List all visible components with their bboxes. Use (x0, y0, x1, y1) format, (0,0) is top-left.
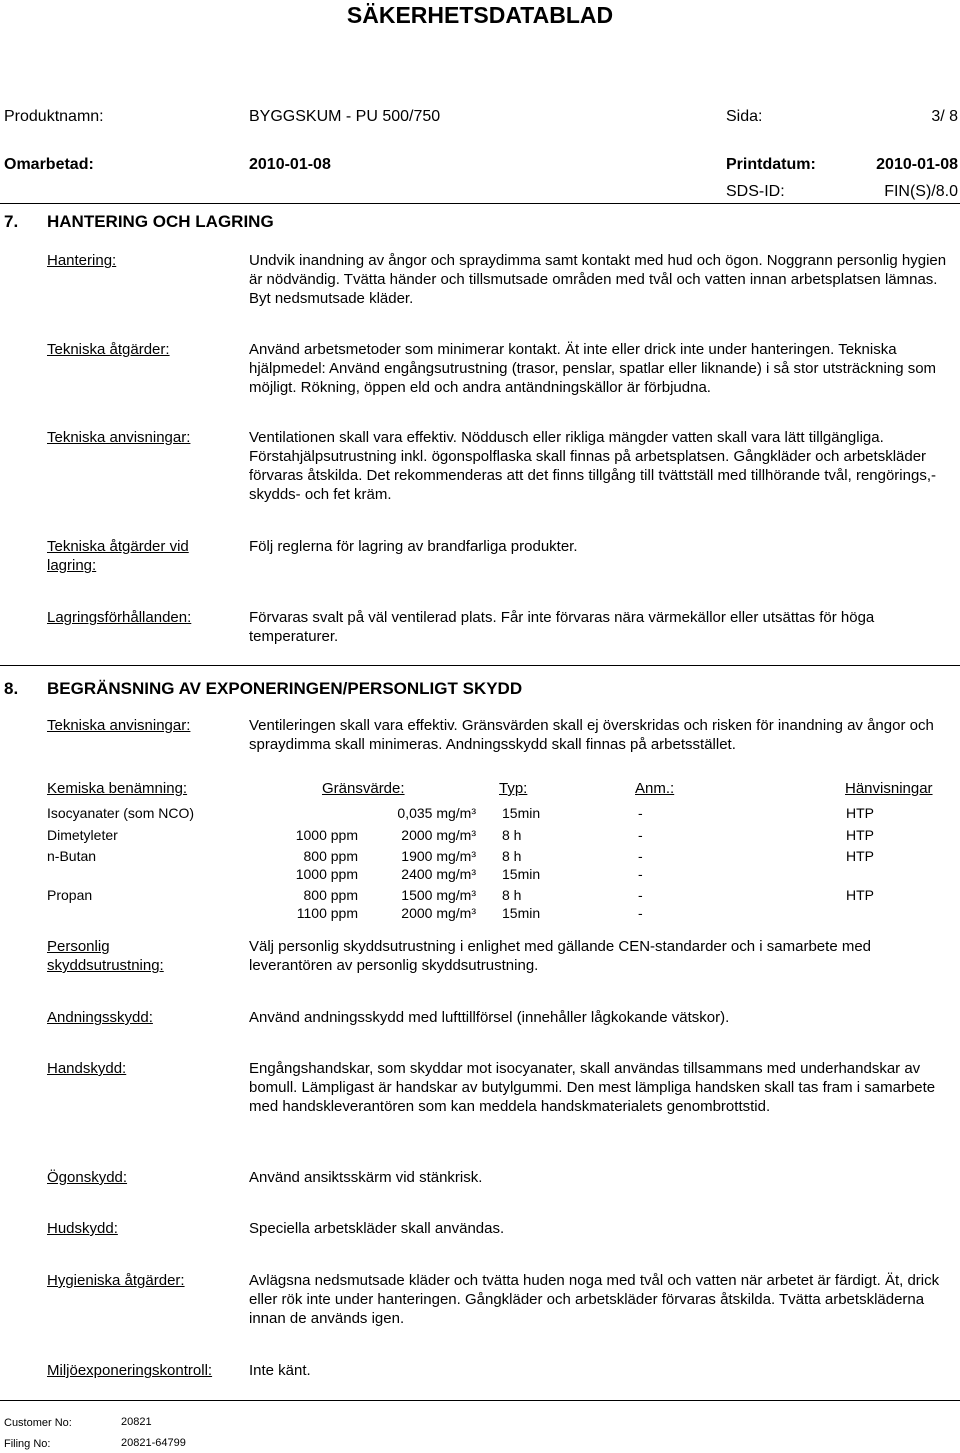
print-label: Printdatum: (726, 156, 816, 173)
row-label: Hantering: (47, 252, 117, 269)
sds-label: SDS-ID: (726, 183, 785, 200)
cell-note: - (638, 905, 643, 921)
product-value: BYGGSKUM - PU 500/750 (249, 108, 441, 125)
cell-mg: 2000 mg/m³ (401, 827, 476, 843)
row-text: Avlägsna nedsmutsade kläder och tvätta huden noga med tvål och vatten när arbetet är färdigt. Ät, drick eller rök inte under hanteringen. Gångkläder och arbetskläder förvaras åtskilda. Tvätta arbetskläderna innan de används igen. (249, 1272, 940, 1327)
cell-note: - (638, 805, 643, 821)
section8-heading: BEGRÄNSNING AV EXPONERINGEN/PERSONLIGT SKYDD (47, 679, 523, 698)
row-label: Miljöexponeringskontroll: (47, 1362, 213, 1379)
product-label: Produktnamn: (4, 108, 104, 125)
cell-ppm: 1000 ppm (295, 866, 358, 882)
table-header-type: Typ: (499, 780, 528, 797)
filing-label: Filing No: (4, 1438, 51, 1450)
row-text: Använd arbetsmetoder som minimerar kontakt. Ät inte eller drick inte under hanteringen. Tekniska hjälpmedel: Använd engångsutrustning (trasor, penslar, spatlar eller liknande) i så stor utsträckning som möjligt. Rökning, öppen eld och andra antändningskällor är förbjudna. (249, 341, 937, 396)
cell-name: Isocyanater (som NCO) (47, 805, 195, 821)
cell-ref: HTP (846, 848, 874, 864)
cell-note: - (638, 848, 643, 864)
row-text: Ventilationen skall vara effektiv. Nöddusch eller rikliga mängder vatten skall vara lätt tillgängliga. Förstahjälpsutrustning inkl. ögonspolflaska skall finnas på arbetsplatsen. Gångkläder och arbetskläder förvaras åtskilda. Det rekommenderas att det finns tillgång till tvättställ med tillhörande tvål, rengörings,- skydds- och fet kräm. (249, 429, 936, 503)
row-label: Hudskydd: (47, 1220, 118, 1237)
customer-value: 20821 (121, 1416, 152, 1428)
cell-ppm: 1000 ppm (295, 827, 358, 843)
row-text: Undvik inandning av ångor och spraydimma samt kontakt med hud och ögon. Noggrann personlig hygien är nödvändig. Tvätta händer och tillsmutsade områden med tvål och vatten innan arbetsplatsen lämnas. Byt nedsmutsade kläder. (249, 252, 947, 307)
row-text: Följ reglerna för lagring av brandfarliga produkter. (249, 538, 578, 555)
row-text: Använd ansiktsskärm vid stänkrisk. (249, 1169, 483, 1186)
cell-type: 8 h (502, 827, 522, 843)
cell-ppm: 1100 ppm (296, 905, 358, 921)
page-value: 3/ 8 (931, 108, 958, 125)
table-header-reference: Hänvisningar (845, 780, 933, 797)
cell-ppm: 800 ppm (303, 887, 358, 903)
section7-heading: HANTERING OCH LAGRING (47, 212, 274, 231)
footer-divider (0, 1400, 960, 1401)
cell-ref: HTP (846, 887, 874, 903)
cell-mg: 1500 mg/m³ (401, 887, 476, 903)
row-label: Tekniska åtgärder vid lagring: (47, 538, 189, 574)
cell-ppm: 800 ppm (303, 848, 358, 864)
page-label: Sida: (726, 108, 763, 125)
revised-label: Omarbetad: (4, 156, 94, 173)
sds-value: FIN(S)/8.0 (884, 183, 958, 200)
row-label: Personlig skyddsutrustning: (47, 938, 164, 974)
row-label: Hygieniska åtgärder: (47, 1272, 185, 1289)
table-header-limit: Gränsvärde: (322, 780, 405, 797)
section8-number: 8. (4, 679, 19, 698)
cell-mg: 0,035 mg/m³ (397, 805, 476, 821)
header-divider (0, 203, 960, 204)
row-text: Inte känt. (249, 1362, 311, 1379)
cell-name: Propan (47, 887, 93, 903)
cell-ref: HTP (846, 827, 874, 843)
row-text: Välj personlig skyddsutrustning i enlighet med gällande CEN-standarder och i samarbete med leverantören av personlig skyddsutrustning. (249, 938, 872, 974)
cell-type: 15min (502, 905, 541, 921)
document-title: SÄKERHETSDATABLAD (346, 2, 614, 28)
cell-name: n-Butan (47, 848, 97, 864)
section-divider (0, 665, 960, 666)
row-label: Tekniska åtgärder: (47, 341, 170, 358)
section7-number: 7. (4, 212, 19, 231)
cell-note: - (638, 866, 643, 882)
row-label: Lagringsförhållanden: (47, 609, 192, 626)
cell-mg: 2000 mg/m³ (401, 905, 476, 921)
cell-note: - (638, 887, 643, 903)
row-label: Andningsskydd: (47, 1009, 153, 1026)
cell-type: 8 h (502, 848, 522, 864)
row-label: Handskydd: (47, 1060, 127, 1077)
row-label: Tekniska anvisningar: (47, 429, 191, 446)
table-header-note: Anm.: (635, 780, 675, 797)
row-label: Ögonskydd: (47, 1169, 128, 1186)
table-header-chemical: Kemiska benämning: (47, 780, 188, 797)
print-value: 2010-01-08 (876, 156, 958, 173)
cell-note: - (638, 827, 643, 843)
cell-mg: 2400 mg/m³ (401, 866, 476, 882)
row-text: Speciella arbetskläder skall användas. (249, 1220, 505, 1237)
row-text: Använd andningsskydd med lufttillförsel (innehåller lågkokande vätskor). (249, 1009, 730, 1026)
revised-value: 2010-01-08 (249, 156, 331, 173)
cell-mg: 1900 mg/m³ (401, 848, 476, 864)
row-text: Förvaras svalt på väl ventilerad plats. Får inte förvaras nära värmekällor eller utsättas för höga temperaturer. (249, 609, 875, 645)
filing-value: 20821-64799 (121, 1437, 186, 1449)
row-text: Ventileringen skall vara effektiv. Gränsvärden skall ej överskridas och risken för inandning av ångor och spraydimma skall minimeras. Andningsskydd skall finnas på arbetsstället. (249, 717, 934, 753)
customer-label: Customer No: (4, 1417, 72, 1429)
cell-type: 15min (502, 805, 541, 821)
row-text: Engångshandskar, som skyddar mot isocyanater, skall användas tillsammans med underhandskar av bomull. Lämpligast är handskar av butylgummi. Den mest lämpliga handsken skall tas fram i samarbete med handskleverantören som kan meddela handskmaterialets genombrottstid. (249, 1060, 936, 1115)
row-label: Tekniska anvisningar: (47, 717, 191, 734)
cell-name: Dimetyleter (47, 827, 118, 843)
cell-type: 15min (502, 866, 541, 882)
cell-ref: HTP (846, 805, 874, 821)
cell-type: 8 h (502, 887, 522, 903)
